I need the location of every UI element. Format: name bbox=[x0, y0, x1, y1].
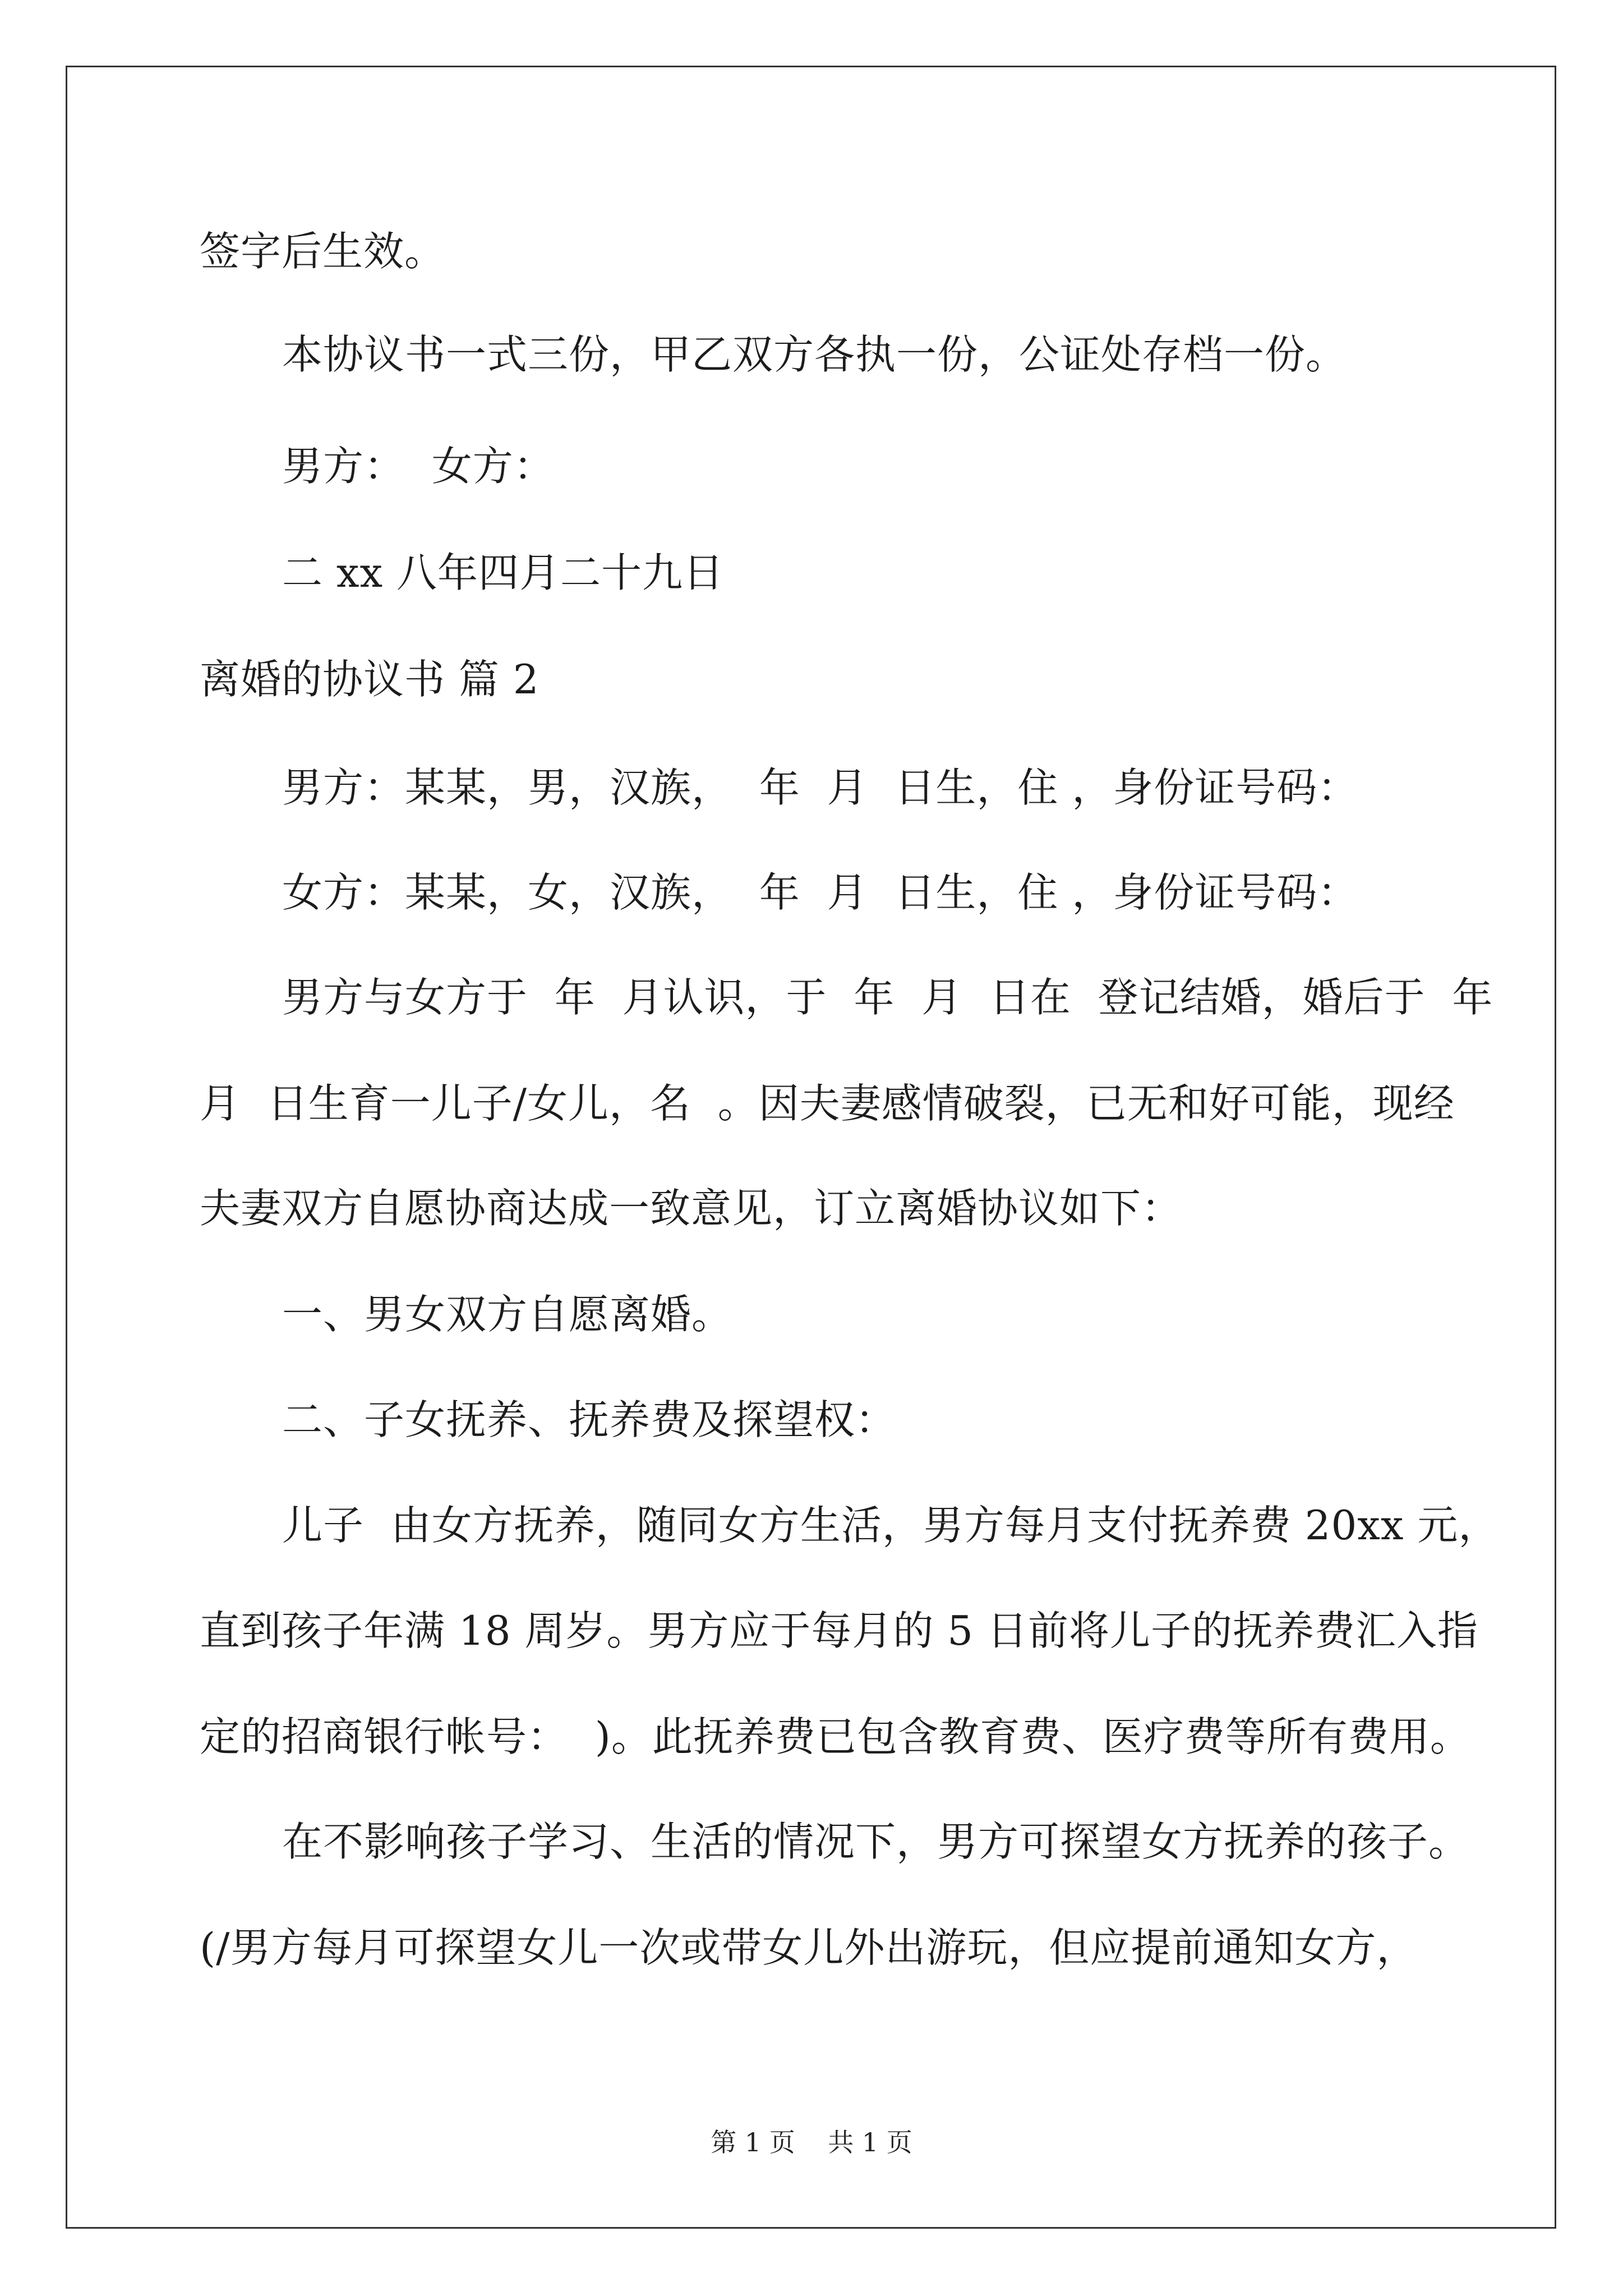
page-border bbox=[66, 66, 1556, 2229]
text-line: 签字后生效。 bbox=[200, 228, 446, 275]
text-line: 女方：某某，女，汉族， 年 月 日生，住 ，身份证号码： bbox=[282, 869, 1359, 916]
text-line: 男方与女方于 年 月认识，于 年 月 日在 登记结婚，婚后于 年 bbox=[282, 974, 1493, 1021]
text-line: 儿子 由女方抚养，随同女方生活，男方每月支付抚养费 20xx 元， bbox=[282, 1502, 1500, 1549]
text-line: 男方：某某，男，汉族， 年 月 日生，住 ，身份证号码： bbox=[282, 764, 1359, 811]
text-line: 定的招商银行帐号： )。此抚养费已包含教育费、医疗费等所有费用。 bbox=[200, 1713, 1471, 1760]
text-line: 男方： 女方： bbox=[282, 443, 555, 490]
text-line: 直到孩子年满 18 周岁。男方应于每月的 5 日前将儿子的抚养费汇入指 bbox=[200, 1607, 1478, 1654]
text-line: 月 日生育一儿子/女儿，名 。因夫妻感情破裂，已无和好可能，现经 bbox=[200, 1080, 1455, 1127]
text-line: 在不影响孩子学习、生活的情况下，男方可探望女方抚养的孩子。 bbox=[282, 1818, 1470, 1865]
text-line: 本协议书一式三份，甲乙双方各执一份，公证处存档一份。 bbox=[282, 331, 1347, 378]
text-line: 一、男女双方自愿离婚。 bbox=[282, 1291, 733, 1338]
text-line: 夫妻双方自愿协商达成一致意见，订立离婚协议如下： bbox=[200, 1185, 1183, 1232]
section-heading: 离婚的协议书 篇 2 bbox=[200, 656, 540, 703]
text-line: (/男方每月可探望女儿一次或带女儿外出游玩，但应提前通知女方， bbox=[200, 1924, 1418, 1971]
text-line: 二、子女抚养、抚养费及探望权： bbox=[282, 1396, 897, 1443]
text-line: 二 xx 八年四月二十九日 bbox=[282, 549, 724, 596]
page-footer: 第 1 页 共 1 页 bbox=[711, 2127, 912, 2157]
